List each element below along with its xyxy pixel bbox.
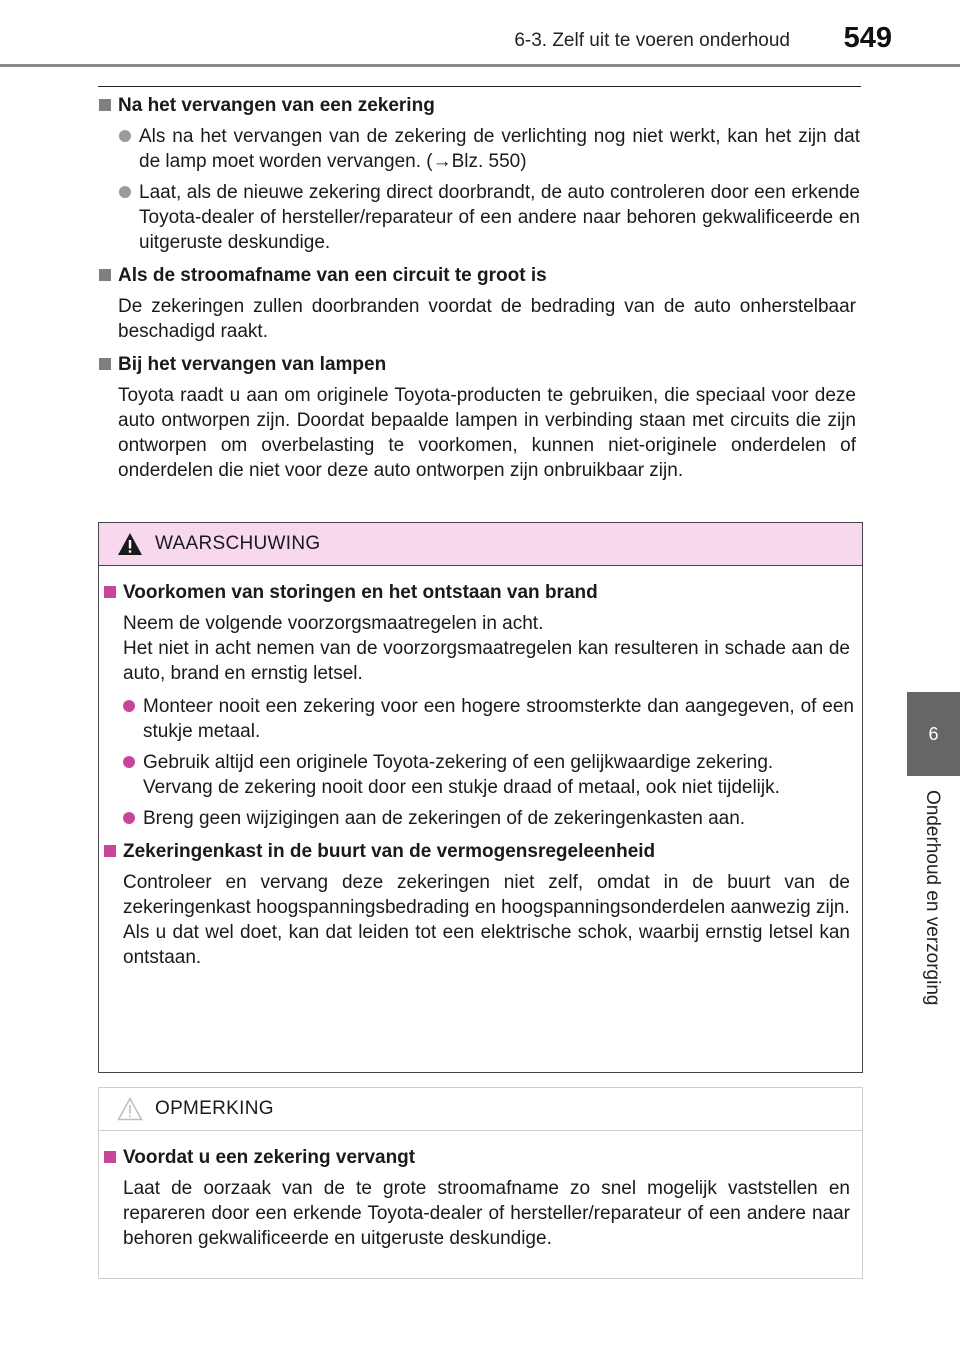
- list-item-text: Monteer nooit een zekering voor een hogere stroomsterkte dan aangegeven, of een stukje metaal.: [143, 696, 854, 742]
- warning-title: WAARSCHUWING: [155, 533, 321, 554]
- round-bullet-icon: [123, 812, 135, 824]
- note-box: [98, 1087, 863, 1279]
- list-item-text: Breng geen wijzigingen aan de zekeringen of de zekeringenkasten aan.: [143, 808, 746, 829]
- content-divider: [98, 86, 861, 87]
- caution-icon: [117, 1097, 143, 1121]
- section-heading: [98, 93, 860, 118]
- heading-text: Bij het vervangen van lampen: [118, 354, 387, 375]
- square-bullet-icon: [104, 845, 116, 857]
- note-title: OPMERKING: [155, 1098, 274, 1119]
- warning-icon: [117, 532, 143, 556]
- list-item-line: Gebruik altijd een originele Toyota-zekering of een gelijkwaardige zekering.: [143, 752, 774, 773]
- chapter-label: Onderhoud en verzorging: [922, 790, 943, 1006]
- header-divider: [0, 64, 960, 67]
- round-bullet-icon: [119, 130, 131, 142]
- list-item-text: Laat, als de nieuwe zekering direct doorbrandt, de auto controleren door een erkende Toyota-dealer of hersteller/reparateur of een andere naar behoren gekwalificeerde en uitgeruste deskundige.: [139, 182, 860, 253]
- square-bullet-icon: [99, 358, 111, 370]
- square-bullet-icon: [104, 1151, 116, 1163]
- chapter-tab[interactable]: 6: [907, 692, 960, 776]
- heading-text: Als de stroomafname van een circuit te groot is: [118, 265, 547, 286]
- section-heading: [103, 580, 854, 605]
- heading-text: Voordat u een zekering vervangt: [123, 1147, 416, 1168]
- heading-text: Voorkomen van storingen en het ontstaan van brand: [123, 582, 598, 603]
- section-heading: [98, 352, 860, 377]
- heading-text: Zekeringenkast in de buurt van de vermogensregeleenheid: [123, 841, 656, 862]
- paragraph: Neem de volgende voorzorgsmaatregelen in acht.: [123, 613, 544, 634]
- list-item: [118, 124, 860, 174]
- paragraph: Als u dat wel doet, kan dat leiden tot een elektrische schok, waarbij ernstig letsel kan ontstaan.: [123, 922, 850, 968]
- list-item-text: Als na het vervangen van de zekering de verlichting nog niet werkt, kan het zijn dat de lamp moet worden vervangen. (→Blz. 550): [139, 126, 860, 172]
- paragraph: Toyota raadt u aan om originele Toyota-producten te gebruiken, die speciaal voor deze auto ontworpen zijn. Doordat bepaalde lampen in verbinding staan met circuits die zijn ontworpen om overbelasting te voorkomen, kunnen niet-originele onderdelen of onderdelen die niet voor deze auto ontworpen zijn onbruikbaar zijn.: [118, 385, 856, 481]
- page-number: 549: [843, 22, 892, 54]
- warning-box: [98, 522, 863, 1073]
- list-item: [122, 806, 854, 831]
- section-heading: [98, 263, 860, 288]
- paragraph: Controleer en vervang deze zekeringen niet zelf, omdat in de buurt van de zekeringenkast hoogspanningsbedrading en hoogspanningsonderdelen aanwezig zijn.: [123, 872, 850, 918]
- square-bullet-icon: [99, 99, 111, 111]
- paragraph: Laat de oorzaak van de te grote stroomafname zo snel mogelijk vaststellen en repareren door een erkende Toyota-dealer of hersteller/reparateur of een andere naar behoren gekwalificeerde en uitgeruste deskundige.: [123, 1178, 850, 1249]
- list-item-line: Vervang de zekering nooit door een stukje draad of metaal, ook niet tijdelijk.: [143, 777, 780, 798]
- round-bullet-icon: [123, 756, 135, 768]
- section-title: 6-3. Zelf uit te voeren onderhoud: [514, 30, 790, 51]
- list-item: [122, 694, 854, 744]
- list-item-text: [143, 750, 854, 800]
- paragraph: Het niet in acht nemen van de voorzorgsmaatregelen kan resulteren in schade aan de auto, brand en ernstig letsel.: [123, 638, 850, 684]
- square-bullet-icon: [99, 269, 111, 281]
- list-item: [122, 750, 854, 800]
- heading-text: Na het vervangen van een zekering: [118, 95, 435, 116]
- round-bullet-icon: [123, 700, 135, 712]
- section-heading: [103, 839, 854, 864]
- main-content: [98, 93, 860, 491]
- section-heading: [103, 1145, 854, 1170]
- warning-header: [99, 523, 862, 566]
- note-body: [99, 1131, 862, 1251]
- list-item: [118, 180, 860, 255]
- round-bullet-icon: [119, 186, 131, 198]
- paragraph: De zekeringen zullen doorbranden voordat de bedrading van de auto onherstelbaar beschadigd raakt.: [118, 296, 856, 342]
- warning-body: [99, 566, 862, 970]
- note-header: [99, 1088, 862, 1131]
- square-bullet-icon: [104, 586, 116, 598]
